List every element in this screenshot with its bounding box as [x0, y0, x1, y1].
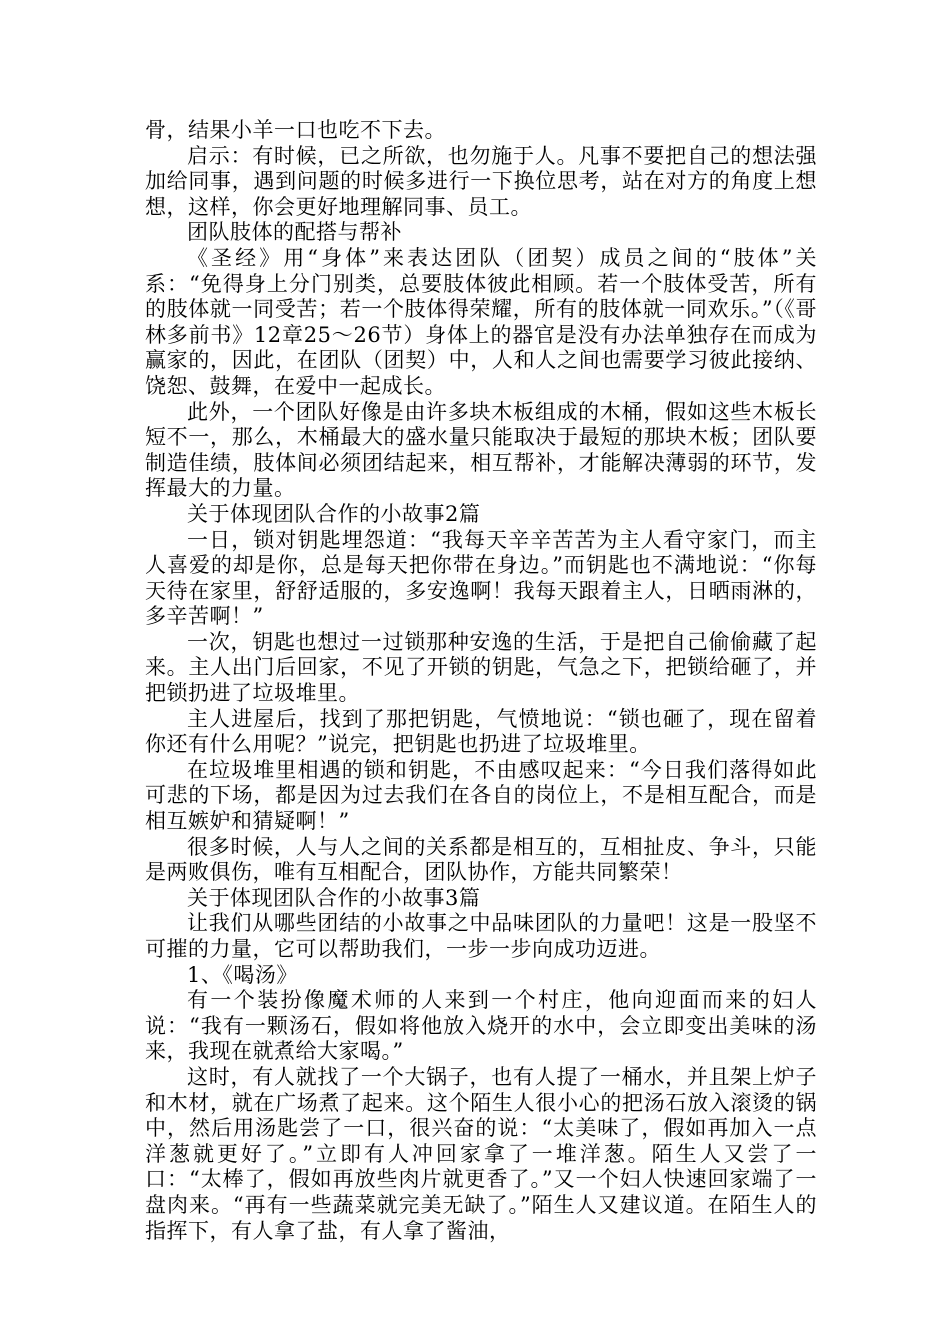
- paragraph-5: 一日，锁对钥匙埋怨道：“我每天辛辛苦苦为主人看守家门，而主人喜爱的却是你，总是每天把你带在身边。”而钥匙也不满地说：“你每天待在家里，舒舒适服的，多安逸啊！我每天跟着主人，日晒雨淋的，多辛苦啊！”: [145, 527, 817, 629]
- paragraph-9: 很多时候，人与人之间的关系都是相互的，互相扯皮、争斗，只能是两败俱伤，唯有互相配合，团队协作，方能共同繁荣！: [145, 834, 817, 885]
- paragraph-7: 主人进屋后，找到了那把钥匙，气愤地说：“锁也砸了，现在留着你还有什么用呢？”说完，把钥匙也扔进了垃圾堆里。: [145, 706, 817, 757]
- paragraph-12: 这时，有人就找了一个大锅子，也有人提了一桶水，并且架上炉子和木材，就在广场煮了起来。这个陌生人很小心的把汤石放入滚烫的锅中，然后用汤匙尝了一口，很兴奋的说：“太美味了，假如再加入一点洋葱就更好了。”立即有人冲回家拿了一堆洋葱。陌生人又尝了一口：“太棒了，假如再放些肉片就更香了。”又一个妇人快速回家端了一盘肉来。“再有一些蔬菜就完美无缺了。”陌生人又建议道。在陌生人的指挥下，有人拿了盐，有人拿了酱油，: [145, 1064, 817, 1243]
- section-heading-2: 关于体现团队合作的小故事2篇: [187, 501, 481, 526]
- paragraph-8: 在垃圾堆里相遇的锁和钥匙，不由感叹起来：“今日我们落得如此可悲的下场，都是因为过去我们在各自的岗位上，不是相互配合，而是相互嫉妒和猜疑啊！”: [145, 757, 817, 834]
- paragraph-10: 让我们从哪些团结的小故事之中品味团队的力量吧！这是一股坚不可摧的力量，它可以帮助我们，一步一步向成功迈进。: [145, 911, 817, 961]
- section-heading-3: 关于体现团队合作的小故事3篇: [187, 885, 481, 910]
- paragraph-11: 有一个装扮像魔术师的人来到一个村庄，他向迎面而来的妇人说：“我有一颗汤石，假如将他放入烧开的水中，会立即变出美味的汤来，我现在就煮给大家喝。”: [145, 988, 817, 1064]
- paragraph-2: 启示：有时候，已之所欲，也勿施于人。凡事不要把自己的想法强加给同事，遇到问题的时候多进行一下换位思考，站在对方的角度上想想，这样，你会更好地理解同事、员工。: [145, 143, 817, 219]
- paragraph-3: 《圣经》用“身体”来表达团队（团契）成员之间的“肢体”关系：“免得身上分门别类，总要肢体彼此相顾。若一个肢体受苦，所有的肢体就一同受苦；若一个肢体得荣耀，所有的肢体就一同欢乐。”（《哥林多前书》12章25～26节）身体上的器官是没有办法单独存在而成为赢家的，因此，在团队（团契）中，人和人之间也需要学习彼此接纳、饶恕、鼓舞，在爱中一起成长。: [145, 245, 817, 398]
- story-title: 1、《喝汤》: [187, 962, 298, 987]
- document-page: [145, 118, 817, 1244]
- paragraph-4: 此外，一个团队好像是由许多块木板组成的木桶，假如这些木板长短不一，那么，木桶最大的盛水量只能取决于最短的那块木板；团队要制造佳绩，肢体间必须团结起来，相互帮补，才能解决薄弱的环节，发挥最大的力量。: [145, 399, 817, 501]
- paragraph-1: 骨，结果小羊一口也吃不下去。: [145, 118, 446, 142]
- paragraph-6: 一次，钥匙也想过一过锁那种安逸的生活，于是把自己偷偷藏了起来。主人出门后回家，不见了开锁的钥匙，气急之下，把锁给砸了，并把锁扔进了垃圾堆里。: [145, 629, 817, 706]
- section-heading-1: 团队肢体的配搭与帮补: [187, 220, 402, 245]
